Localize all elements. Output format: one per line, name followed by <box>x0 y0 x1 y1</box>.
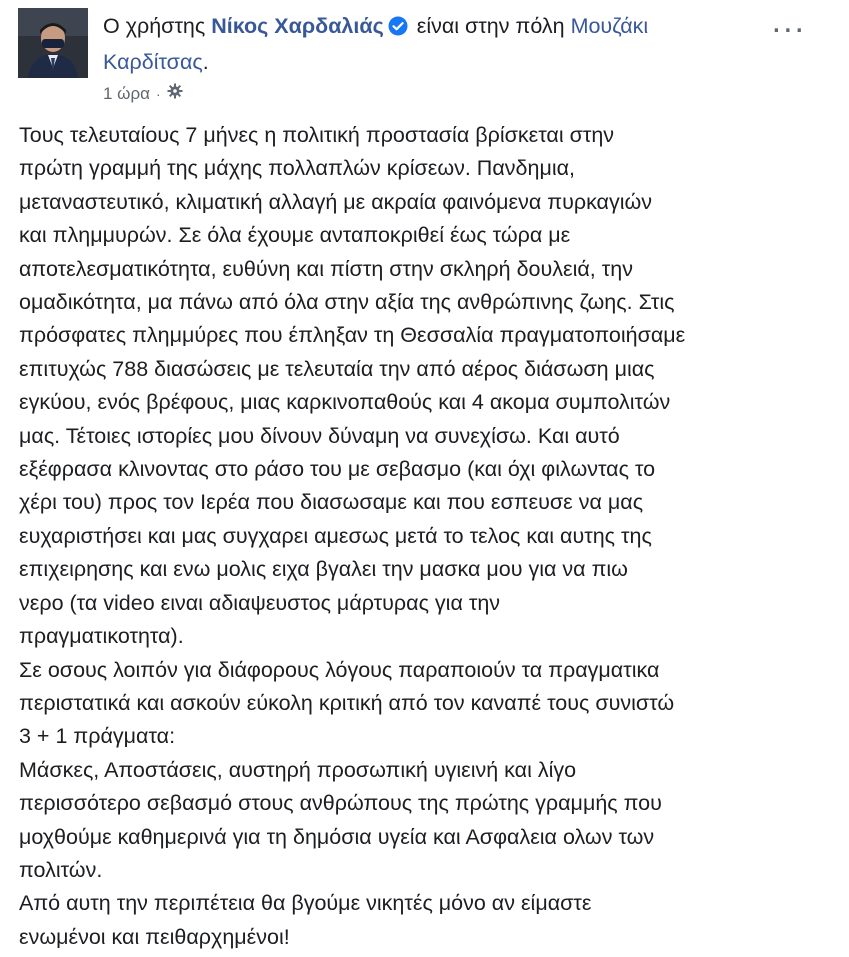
verified-badge-icon <box>388 13 408 46</box>
body-line: ευχαριστήσει και μας συγχαρει αμεσως μετά το τελος και αυτης της <box>19 523 652 548</box>
body-line: μεταναστευτικό, κλιματική αλλαγή με ακραία φαινόμενα πυρκαγιών <box>19 189 653 214</box>
body-line: επιτυχώς 788 διασώσεις με τελευταία την από αέρος διάσωση μιας <box>19 356 655 381</box>
post-header <box>103 10 758 79</box>
body-line: μας. Τέτοιες ιστορίες μου δίνουν δύναμη να συνεχίσω. Και αυτό <box>19 423 620 448</box>
meta-separator: · <box>155 86 161 102</box>
avatar-photo <box>18 8 88 78</box>
header-period: . <box>202 50 209 74</box>
body-line: Τους τελευταίους 7 μήνες η πολιτική προστασία βρίσκεται στην <box>19 123 615 147</box>
body-line: περιστατικά και ασκούν εύκολη κριτική από τον καναπέ τους συνιστώ <box>19 690 675 715</box>
body-line: μοχθούμε καθημερινά για τη δημόσια υγεία και Ασφαλεια ολων των <box>19 824 655 849</box>
post-timestamp-link[interactable]: 1 ώρα <box>103 84 150 103</box>
author-name-link[interactable]: Νίκος Χαρδαλιάς <box>211 14 384 38</box>
body-line: πραγματικοτητα). <box>19 624 184 649</box>
body-line: Μάσκες, Αποστάσεις, αυστηρή προσωπική υγιεινή και λίγο <box>19 757 577 782</box>
body-line: επιχειρησης και ενω μολις ειχα βγαλει την μασκα μου για να πιω <box>19 557 628 582</box>
header-connector: είναι στην πόλη <box>416 14 565 38</box>
body-line: Σε οσους λοιπόν για διάφορους λόγους παραποιούν τα πραγματικα <box>19 657 660 682</box>
post-body <box>19 119 849 954</box>
post-meta <box>103 82 183 106</box>
body-line: και πλημμυρών. Σε όλα έχουμε ανταποκριθεί έως τώρα με <box>19 223 571 248</box>
body-line: πολιτών. <box>19 857 103 882</box>
gear-icon[interactable] <box>167 82 183 106</box>
body-line: αποτελεσματικότητα, ευθύνη και πίστη στην σκληρή δουλειά, την <box>19 256 633 281</box>
body-line: χέρι του) προς τον Ιερέα που διασωσαμε και που εσπευσε να μας <box>19 490 644 515</box>
body-line: 3 + 1 πράγματα: <box>19 724 176 749</box>
body-line: εγκύου, ενός βρέφους, μιας καρκινοπαθούς και 4 ακομα συμπολιτών <box>19 390 671 415</box>
author-avatar[interactable] <box>18 8 88 78</box>
body-line: νερο (τα video ειναι αδιαψευστος μάρτυρας για την <box>19 590 501 615</box>
body-line: ομαδικότητα, μα πάνω από όλα στην αξία της ανθρώπινης ζωης. Στις <box>19 290 675 315</box>
body-line: πρόσφατες πλημμύρες που έπληξαν τη Θεσσαλία πραγματοποιήσαμε <box>19 323 686 348</box>
place-link-line2[interactable]: Καρδίτσας <box>103 50 203 74</box>
body-line: περισσότερο σεβασμό στους ανθρώπους της πρώτης γραμμής που <box>19 791 662 816</box>
body-line: ενωμένοι και πειθαρχημένοι! <box>19 924 290 949</box>
place-link-line1[interactable]: Μουζάκι <box>570 14 649 38</box>
header-prefix: Ο χρήστης <box>103 14 206 38</box>
body-line: Από αυτη την περιπέτεια θα βγούμε νικητές μόνο αν είμαστε <box>19 891 592 916</box>
body-line: εξέφρασα κλινοντας στο ράσο του με σεβασμο (και όχι φιλωντας το <box>19 457 656 482</box>
body-line: πρώτη γραμμή της μάχης πολλαπλών κρίσεων. Πανδημια, <box>19 156 576 181</box>
more-options-icon[interactable]: ... <box>771 2 806 40</box>
